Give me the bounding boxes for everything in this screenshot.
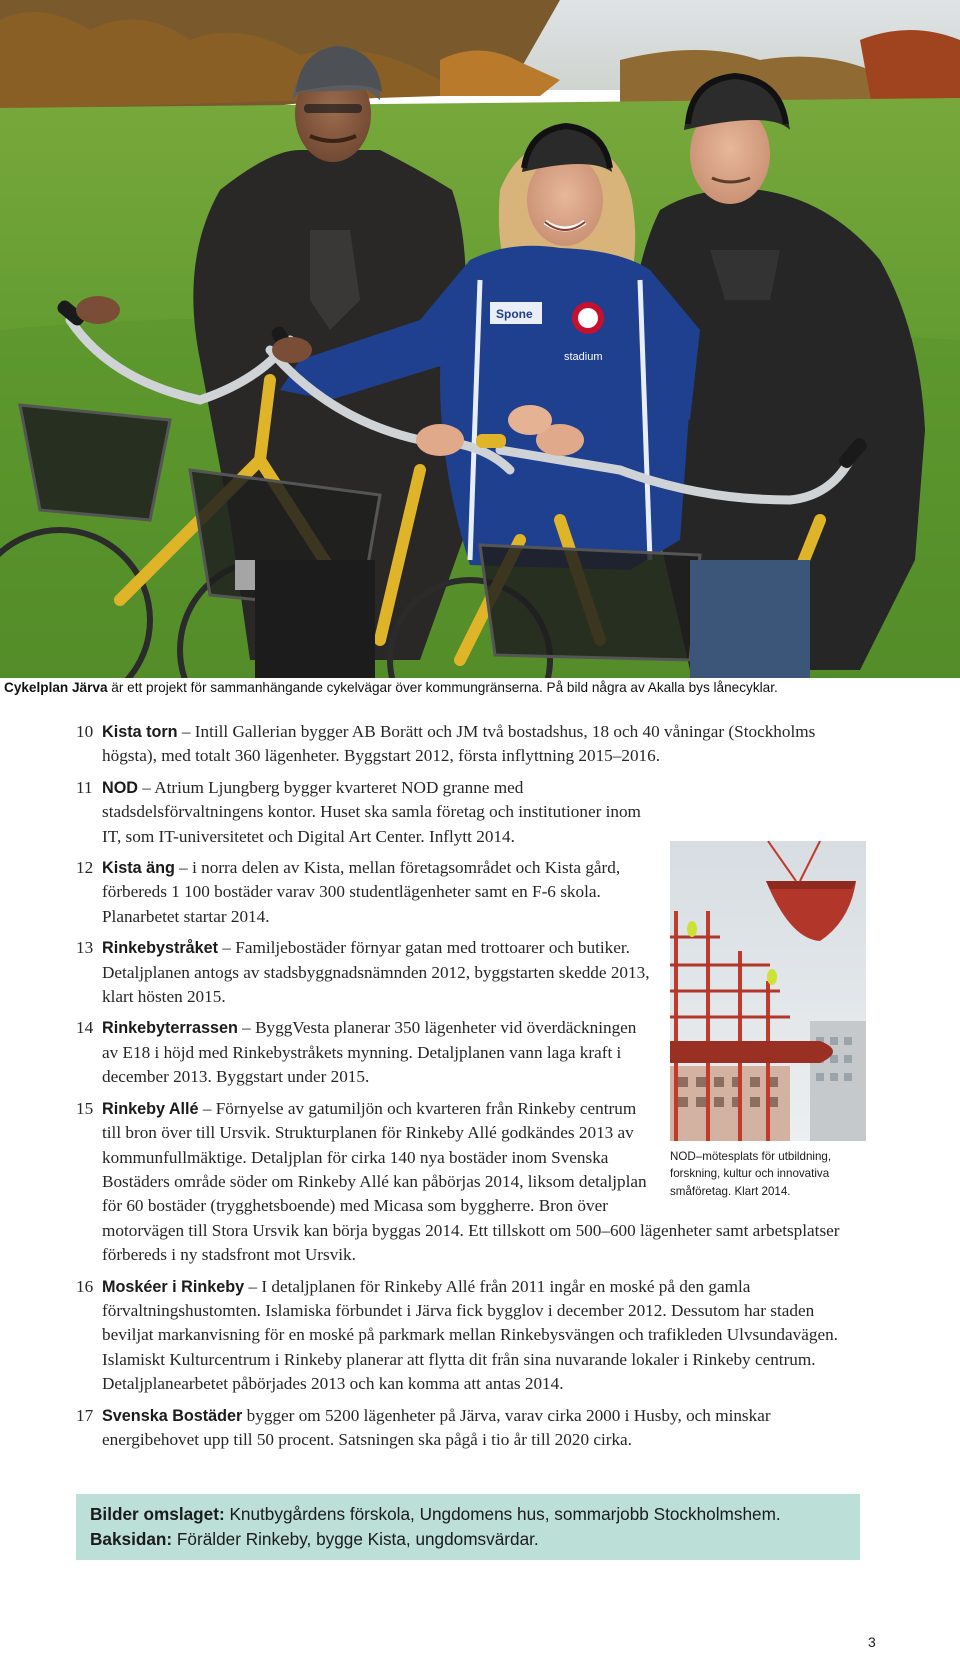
- item-number: 11: [76, 777, 93, 797]
- list-item: [76, 1404, 866, 1453]
- hero-photo: [0, 0, 960, 678]
- item-number: 14: [76, 1018, 94, 1038]
- list-item: [76, 776, 866, 849]
- item-text: – I detaljplanen för Rinkeby Allé från 2011 ingår en moské på den gamla förvaltningshustomten. Islamiska förbundet i Järva fick bygglov i december 2012. Dessutom har staden beviljat markanvisning för en moské på parkmark mellan Rinkebysvängen och trafikleden Ulvsundavägen. Islamiskt Kulturcentrum i Rinkeby planerar att flytta dit från sina nuvarande lokaler i Rinkeby centrum. Detaljplanearbetet påbörjades 2013 och kan komma att antas 2014.: [102, 1276, 838, 1394]
- item-text: – Atrium Ljungberg bygger kvarteret NOD granne med stadsdelsförvaltningens kontor. Huset ska samla företag och institutioner inom IT, som IT-universitetet och Digital Art Center. Inflytt 2014.: [102, 777, 641, 846]
- project-list: [76, 720, 866, 1459]
- item-number: 15: [76, 1098, 94, 1118]
- item-number: 12: [76, 858, 94, 878]
- item-text: – ByggVesta planerar 350 lägenheter vid överdäckningen av E18 i höjd med Rinkebystråkets mynning. Detaljplanen vann laga kraft i december 2013. Byggstart under 2015.: [102, 1018, 637, 1087]
- nod-figure: [670, 841, 866, 1201]
- figure-caption: NOD–mötesplats för utbildning, forskning, kultur och innovativa småföretag. Klart 2014.: [670, 1149, 832, 1198]
- item-title: NOD: [102, 778, 138, 797]
- item-text: – i norra delen av Kista, mellan företagsområdet och Kista gård, förbereds 1 100 bostäder varav 300 studentlägenheter samt en F-6 skola. Planarbetet startar 2014.: [102, 858, 621, 926]
- item-title: Rinkeby Allé: [102, 1099, 199, 1118]
- credits-text-cover: Knutbygårdens förskola, Ungdomens hus, sommarjobb Stockholmshem.: [224, 1504, 781, 1524]
- item-text: – Intill Gallerian bygger AB Borätt och JM två bostadshus, 18 och 40 våningar (Stockholms högsta), med totalt 360 lägenheter. Byggstart 2012, första inflyttning 2015–2016.: [102, 722, 816, 766]
- item-number: 17: [76, 1405, 94, 1425]
- list-item: [76, 720, 866, 769]
- jacket-text: stadium: [564, 351, 603, 363]
- item-text: – Familjebostäder förnyar gatan med trottoarer och butiker. Detaljplanen antogs av stadsbyggnadsnämnden 2012, byggstarten skedde 2013, klart hösten 2015.: [102, 938, 650, 1007]
- item-number: 10: [76, 722, 94, 741]
- item-title: Svenska Bostäder: [102, 1406, 243, 1425]
- item-title: Rinkebystråket: [102, 939, 219, 958]
- item-number: 16: [76, 1276, 94, 1296]
- item-title: Rinkebyterrassen: [102, 1019, 238, 1038]
- list-item: [76, 1275, 866, 1397]
- credits-label-cover: Bilder omslaget:: [90, 1504, 225, 1524]
- item-text: – Förnyelse av gatumiljön och kvarteren från Rinkeby centrum till bron över till Ursvik. Strukturplanen för Rinkeby Allé godkändes 2013 av kommunfullmäktige. Detaljplan för cirka 140 nya bostäder inom Svenska Bostäders område söder om Rinkeby Allé kan påbörjas 2014, liksom detaljplan för 60 bostäder (trygghetsboende) med Micasa som byggherre. Bron över motorvägen till Stora Ursvik kan börja byggas 2014. Ett tillskott om 500–600 lägenheter samt arbetsplatser förbereds i ny stadsfront mot Ursvik.: [102, 1098, 840, 1265]
- nod-construction-photo: [670, 841, 866, 1141]
- credits-text-back: Förälder Rinkeby, bygge Kista, ungdomsvärdar.: [172, 1528, 539, 1549]
- sponsor-logo: Spone: [496, 307, 533, 321]
- credits-label-back: Baksidan:: [90, 1528, 173, 1549]
- caption-text: är ett projekt för sammanhängande cykelvägar över kommungränserna. På bild några av Akalla bys lånecyklar.: [107, 680, 778, 695]
- item-title: Moskéer i Rinkeby: [102, 1277, 245, 1296]
- caption-title: Cykelplan Järva: [4, 680, 108, 695]
- item-title: Kista äng: [102, 859, 175, 878]
- item-title: Kista torn: [102, 723, 178, 741]
- cyclists-illustration: [0, 0, 960, 678]
- item-text: bygger om 5200 lägenheter på Järva, varav cirka 2000 i Husby, och minskar energibehovet upp till 50 procent. Satsningen ska pågå i tio år till 2020 cirka.: [102, 1405, 771, 1449]
- photo-caption: [4, 680, 954, 695]
- cover-credits-box: [76, 1494, 860, 1560]
- page-number: 3: [868, 1634, 876, 1650]
- item-number: 13: [76, 938, 94, 958]
